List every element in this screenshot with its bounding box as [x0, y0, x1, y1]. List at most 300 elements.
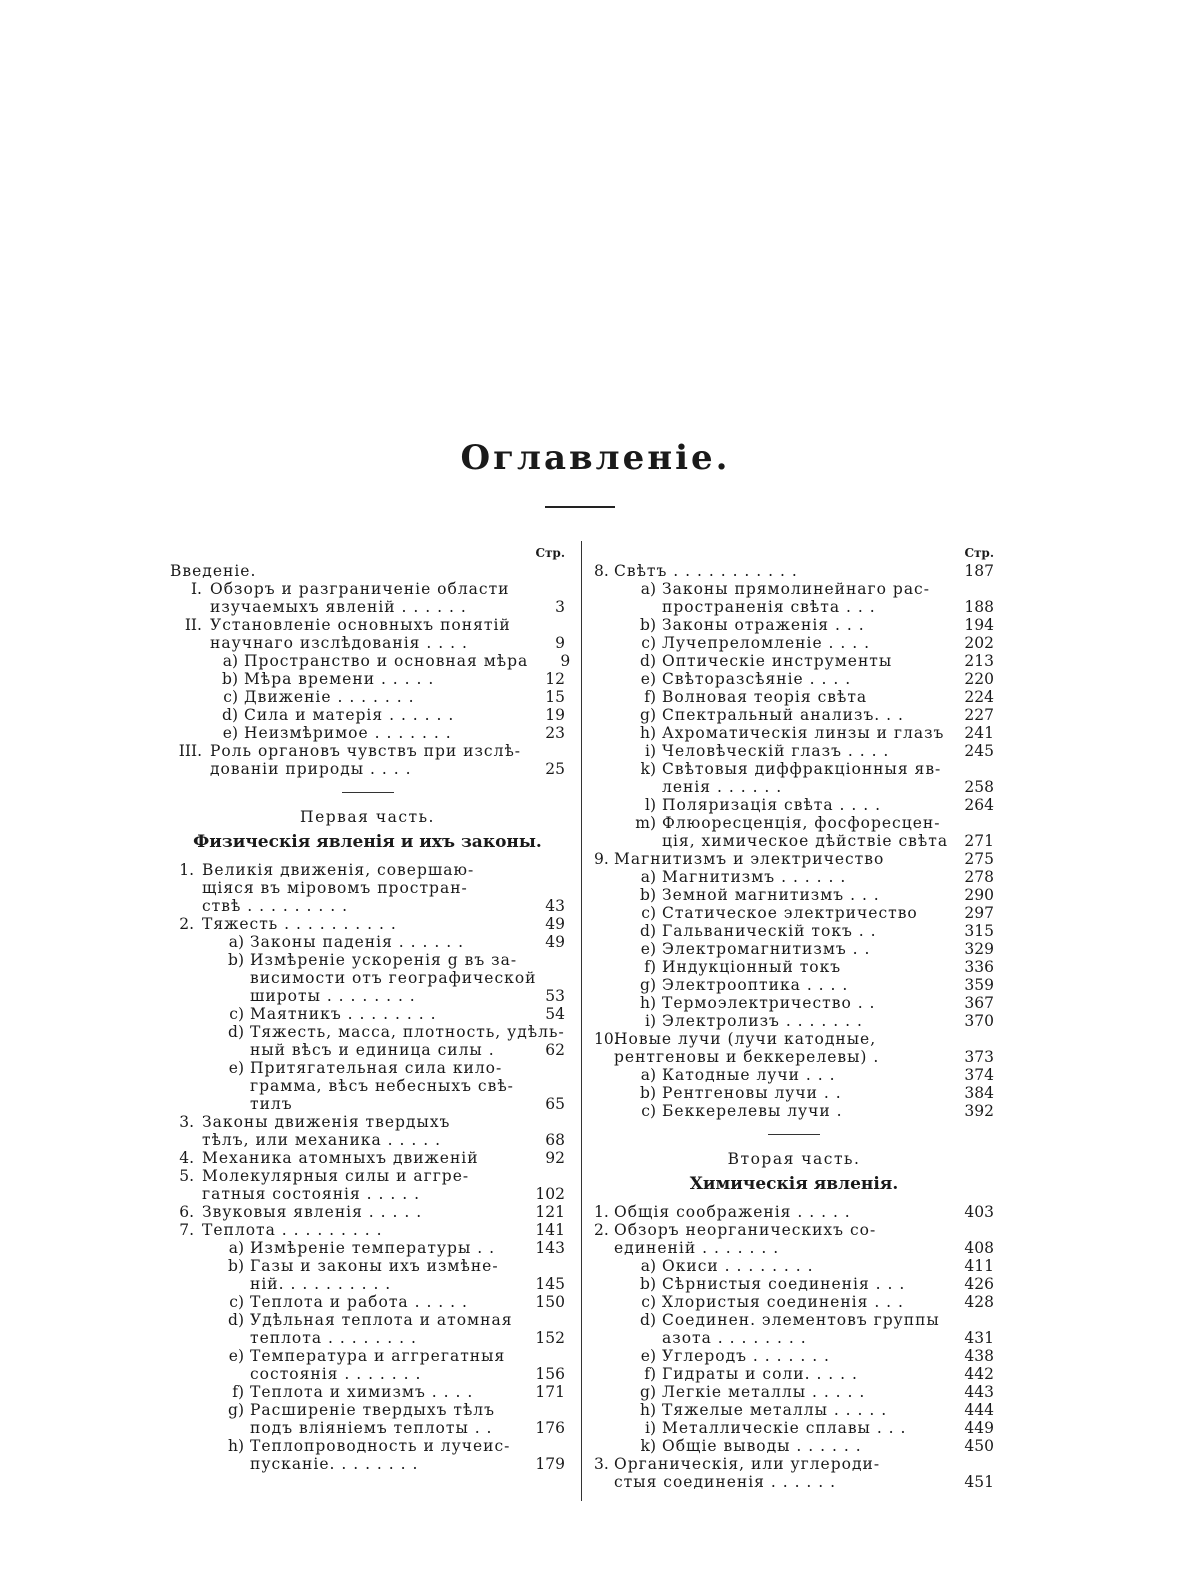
title-rule — [545, 506, 615, 508]
entry-title: Пространство и основная мѣра — [244, 652, 529, 670]
entry-title: стыя соединенія . . . . . . — [614, 1473, 837, 1491]
entry-title: Маятникъ . . . . . . . . — [250, 1005, 437, 1023]
entry-title: Законы паденія . . . . . . — [250, 933, 464, 951]
toc-entry — [170, 688, 565, 706]
entry-page-number: 278 — [964, 868, 994, 886]
entry-page-number: 179 — [535, 1455, 565, 1473]
entry-subletter: d) — [228, 1311, 244, 1329]
right-column — [594, 544, 994, 1491]
entry-title: широты . . . . . . . . — [250, 987, 416, 1005]
entry-page-number: 408 — [964, 1239, 994, 1257]
entry-subletter: b) — [640, 1275, 656, 1293]
toc-entry — [594, 1473, 994, 1491]
entry-title: Человѣческій глазъ . . . . — [662, 742, 890, 760]
entry-title: единеній . . . . . . . — [614, 1239, 780, 1257]
entry-subletter: h) — [227, 1437, 244, 1455]
entry-subletter: k) — [640, 1437, 656, 1455]
toc-entry — [170, 670, 565, 688]
entry-subletter: d) — [228, 1023, 244, 1041]
entry-subletter: h) — [639, 994, 656, 1012]
entry-title: Статическое электричество — [662, 904, 918, 922]
entry-number: II. — [184, 616, 202, 634]
part-two-label: Вторая часть. — [727, 1150, 861, 1168]
entry-page-number: 68 — [545, 1131, 565, 1149]
entry-title: Магнитизмъ . . . . . . — [662, 868, 847, 886]
entry-title: Волновая теорія свѣта — [662, 688, 868, 706]
toc-entry — [170, 1347, 565, 1365]
toc-entry — [170, 1365, 565, 1383]
toc-entry — [170, 1329, 565, 1347]
entry-title: пусканіе. . . . . . . . — [250, 1455, 419, 1473]
entry-page-number: 431 — [964, 1329, 994, 1347]
toc-entry — [170, 1113, 565, 1131]
entry-number: III. — [178, 742, 202, 760]
entry-subletter: e) — [228, 1347, 244, 1365]
entry-subletter: c) — [229, 1005, 244, 1023]
entry-subletter: a) — [222, 652, 238, 670]
entry-page-number: 9 — [560, 652, 571, 670]
entry-page-number: 392 — [964, 1102, 994, 1120]
toc-entry — [170, 634, 565, 652]
entry-subletter: d) — [640, 922, 656, 940]
entry-page-number: 176 — [535, 1419, 565, 1437]
entry-subletter: b) — [222, 670, 238, 688]
entry-page-number: 150 — [535, 1293, 565, 1311]
toc-entry — [170, 742, 565, 760]
entry-subletter: c) — [641, 634, 656, 652]
entry-subletter: b) — [228, 1257, 244, 1275]
entry-subletter: f) — [644, 958, 656, 976]
entry-title: Законы движенія твердыхъ — [202, 1113, 451, 1131]
entry-title: Обзоръ неорганическихъ со- — [614, 1221, 877, 1239]
entry-page-number: 411 — [964, 1257, 994, 1275]
entry-title: Магнитизмъ и электричество — [614, 850, 885, 868]
entry-title: Роль органовъ чувствъ при изслѣ- — [210, 742, 522, 760]
entry-title: подъ вліяніемъ теплоты . . — [250, 1419, 493, 1437]
entry-title: Молекулярныя силы и аггре- — [202, 1167, 470, 1185]
intro-entries — [170, 580, 571, 778]
left-column — [170, 544, 571, 1473]
toc-entry — [170, 1005, 565, 1023]
toc-entry — [594, 1365, 994, 1383]
toc-entry — [594, 1455, 994, 1473]
entry-page-number: 450 — [964, 1437, 994, 1455]
toc-entry — [594, 1102, 994, 1120]
entry-subletter: d) — [640, 652, 656, 670]
entry-title: Электрооптика . . . . — [662, 976, 849, 994]
entry-page-number: 370 — [964, 1012, 994, 1030]
entry-title: Теплота и химизмъ . . . . — [250, 1383, 474, 1401]
entry-page-number: 19 — [545, 706, 565, 724]
entry-page-number: 141 — [535, 1221, 565, 1239]
toc-entry — [594, 1221, 994, 1239]
toc-entry — [594, 1030, 994, 1048]
entry-subletter: c) — [223, 688, 238, 706]
entry-page-number: 224 — [964, 688, 994, 706]
entry-subletter: l) — [644, 796, 656, 814]
entry-title: пространенія свѣта . . . — [662, 598, 876, 616]
page-column-label: Стр. — [535, 546, 565, 560]
toc-entry — [170, 933, 565, 951]
section-rule — [768, 1134, 820, 1135]
part-two-entries — [594, 1203, 994, 1491]
toc-entry — [170, 760, 565, 778]
toc-entry — [170, 1095, 565, 1113]
toc-entry — [594, 796, 994, 814]
toc-entry — [594, 1419, 994, 1437]
entry-page-number: 428 — [964, 1293, 994, 1311]
toc-entry — [594, 1275, 994, 1293]
entry-subletter: b) — [640, 1084, 656, 1102]
toc-entry — [594, 1203, 994, 1221]
toc-entry — [594, 976, 994, 994]
entry-number: 9. — [594, 850, 609, 868]
toc-entry — [594, 760, 994, 778]
entry-page-number: 15 — [545, 688, 565, 706]
toc-entry — [170, 1419, 565, 1437]
entry-page-number: 188 — [964, 598, 994, 616]
entry-title: Гальваническій токъ . . — [662, 922, 877, 940]
entry-subletter: g) — [640, 1383, 656, 1401]
entry-number: 1. — [179, 861, 194, 879]
entry-subletter: i) — [644, 1419, 656, 1437]
entry-subletter: h) — [639, 1401, 656, 1419]
toc-entry — [594, 1048, 994, 1066]
entry-page-number: 152 — [535, 1329, 565, 1347]
toc-entry — [594, 1293, 994, 1311]
toc-entry — [170, 1023, 565, 1041]
entry-title: Установленіе основныхъ понятій — [210, 616, 511, 634]
entry-page-number: 25 — [545, 760, 565, 778]
entry-subletter: c) — [641, 1293, 656, 1311]
toc-entry — [594, 904, 994, 922]
toc-entry — [170, 1383, 565, 1401]
entry-title: Рентгеновы лучи . . — [662, 1084, 842, 1102]
entry-title: Температура и аггрегатныя — [250, 1347, 506, 1365]
entry-title: Углеродъ . . . . . . . — [662, 1347, 830, 1365]
toc-entry — [594, 868, 994, 886]
entry-page-number: 202 — [964, 634, 994, 652]
entry-page-number: 315 — [964, 922, 994, 940]
entry-subletter: a) — [640, 580, 656, 598]
entry-title: Гидраты и соли. . . . . — [662, 1365, 858, 1383]
entry-title: Сила и матерія . . . . . . — [244, 706, 455, 724]
entry-page-number: 187 — [964, 562, 994, 580]
entry-page-number: 3 — [555, 598, 565, 616]
entry-title: Хлористыя соединенія . . . — [662, 1293, 904, 1311]
toc-entry — [170, 616, 565, 634]
entry-title: Флюоресценція, фосфоресцен- — [662, 814, 941, 832]
entry-title: Измѣреніе температуры . . — [250, 1239, 495, 1257]
toc-entry — [170, 1185, 565, 1203]
entry-title: Измѣреніе ускоренія g въ за- — [250, 951, 518, 969]
toc-entry — [170, 652, 571, 670]
entry-subletter: e) — [640, 1347, 656, 1365]
entry-subletter: b) — [640, 886, 656, 904]
toc-entry — [594, 886, 994, 904]
entry-title: Оптическіе инструменты — [662, 652, 893, 670]
entry-title: тѣлъ, или механика . . . . . — [202, 1131, 441, 1149]
entry-title: гатныя состоянія . . . . . — [202, 1185, 421, 1203]
toc-entry — [594, 778, 994, 796]
entry-page-number: 156 — [535, 1365, 565, 1383]
toc-entry — [170, 1293, 565, 1311]
entry-title: Катодные лучи . . . — [662, 1066, 836, 1084]
entry-title: Сѣрнистыя соединенія . . . — [662, 1275, 906, 1293]
toc-entry — [594, 922, 994, 940]
entry-title: Беккерелевы лучи . — [662, 1102, 843, 1120]
entry-page-number: 171 — [535, 1383, 565, 1401]
entry-page-number: 220 — [964, 670, 994, 688]
entry-subletter: i) — [644, 1012, 656, 1030]
entry-title: Соединен. элементовъ группы — [662, 1311, 940, 1329]
entry-title: состоянія . . . . . . . — [250, 1365, 422, 1383]
entry-page-number: 227 — [964, 706, 994, 724]
entry-title: Поляризація свѣта . . . . — [662, 796, 882, 814]
toc-entry — [594, 598, 994, 616]
entry-page-number: 367 — [964, 994, 994, 1012]
toc-entry — [594, 1084, 994, 1102]
entry-title: грамма, вѣсъ небесныхъ свѣ- — [250, 1077, 514, 1095]
toc-entry — [594, 742, 994, 760]
entry-title: изучаемыхъ явленій . . . . . . — [210, 598, 467, 616]
toc-entry — [170, 1041, 565, 1059]
entry-title: Ахроматическія линзы и глазъ — [662, 724, 945, 742]
toc-entry — [170, 1257, 565, 1275]
entry-subletter: e) — [640, 940, 656, 958]
entry-page-number: 336 — [964, 958, 994, 976]
page-title: Оглавленіе. — [460, 438, 731, 478]
entry-title: ній. . . . . . . . . . — [250, 1275, 392, 1293]
entry-page-number: 121 — [535, 1203, 565, 1221]
toc-entry — [170, 1203, 565, 1221]
toc-entry — [170, 861, 565, 879]
toc-entry — [594, 652, 994, 670]
entry-title: Великія движенія, совершаю- — [202, 861, 475, 879]
entry-page-number: 54 — [545, 1005, 565, 1023]
entry-page-number: 12 — [545, 670, 565, 688]
entry-page-number: 373 — [964, 1048, 994, 1066]
entry-subletter: f) — [644, 688, 656, 706]
toc-entry — [594, 580, 994, 598]
entry-page-number: 258 — [964, 778, 994, 796]
entry-title: ція, химическое дѣйствіе свѣта — [662, 832, 949, 850]
toc-entry — [594, 1239, 994, 1257]
entry-title: Тяжесть . . . . . . . . . . — [202, 915, 397, 933]
entry-title: Обзоръ и разграниченіе области — [210, 580, 510, 598]
entry-page-number: 145 — [535, 1275, 565, 1293]
entry-subletter: e) — [228, 1059, 244, 1077]
part-one-continued-entries — [594, 562, 994, 1120]
entry-subletter: a) — [640, 1257, 656, 1275]
toc-entry — [170, 1275, 565, 1293]
entry-title: Свѣтъ . . . . . . . . . . . — [614, 562, 798, 580]
toc-entry — [594, 1347, 994, 1365]
entry-page-number: 449 — [964, 1419, 994, 1437]
entry-subletter: m) — [635, 814, 656, 832]
toc-entry — [170, 724, 565, 742]
entry-page-number: 102 — [535, 1185, 565, 1203]
entry-page-number: 297 — [964, 904, 994, 922]
entry-subletter: d) — [222, 706, 238, 724]
entry-subletter: a) — [640, 1066, 656, 1084]
entry-title: Общія соображенія . . . . . — [614, 1203, 851, 1221]
entry-number: 4. — [179, 1149, 194, 1167]
column-divider — [581, 541, 582, 1501]
entry-subletter: e) — [222, 724, 238, 742]
entry-subletter: b) — [228, 951, 244, 969]
entry-page-number: 374 — [964, 1066, 994, 1084]
toc-entry — [594, 1401, 994, 1419]
entry-page-number: 426 — [964, 1275, 994, 1293]
entry-page-number: 329 — [964, 940, 994, 958]
entry-title: дованіи природы . . . . — [210, 760, 412, 778]
entry-page-number: 275 — [964, 850, 994, 868]
entry-subletter: g) — [640, 976, 656, 994]
toc-entry — [170, 1059, 565, 1077]
section-rule — [342, 792, 394, 793]
part-one-entries — [170, 861, 565, 1473]
entry-title: Свѣторазсѣяніе . . . . — [662, 670, 852, 688]
entry-title: Органическія, или углероди- — [614, 1455, 881, 1473]
toc-entry — [594, 832, 994, 850]
entry-page-number: 49 — [545, 933, 565, 951]
entry-title: Земной магнитизмъ . . . — [662, 886, 880, 904]
entry-number: 8. — [594, 562, 609, 580]
entry-page-number: 23 — [545, 724, 565, 742]
entry-page-number: 384 — [964, 1084, 994, 1102]
entry-title: Тяжелые металлы . . . . . — [662, 1401, 888, 1419]
entry-subletter: a) — [640, 868, 656, 886]
entry-number: 3. — [179, 1113, 194, 1131]
entry-page-number: 43 — [545, 897, 565, 915]
toc-entry — [594, 1383, 994, 1401]
toc-entry — [594, 562, 994, 580]
toc-entry — [170, 598, 565, 616]
entry-title: Звуковыя явленія . . . . . — [202, 1203, 423, 1221]
entry-page-number: 92 — [545, 1149, 565, 1167]
toc-entry — [594, 814, 994, 832]
toc-entry — [170, 1077, 565, 1095]
entry-page-number: 451 — [964, 1473, 994, 1491]
entry-subletter: c) — [229, 1293, 244, 1311]
toc-entry — [594, 1311, 994, 1329]
entry-title: научнаго изслѣдованія . . . . — [210, 634, 468, 652]
entry-number: 7. — [179, 1221, 194, 1239]
entry-title: ленія . . . . . . — [662, 778, 783, 796]
entry-title: Теплота . . . . . . . . . — [202, 1221, 383, 1239]
entry-title: Расширеніе твердыхъ тѣлъ — [250, 1401, 496, 1419]
toc-entry — [594, 616, 994, 634]
toc-entry — [594, 634, 994, 652]
toc-entry — [594, 1066, 994, 1084]
toc-entry — [594, 958, 994, 976]
entry-title: Удѣльная теплота и атомная — [250, 1311, 513, 1329]
toc-entry — [170, 1167, 565, 1185]
entry-title: Притягательная сила кило- — [250, 1059, 503, 1077]
entry-page-number: 9 — [555, 634, 565, 652]
entry-title: Свѣтовыя диффракціонныя яв- — [662, 760, 942, 778]
entry-title: висимости отъ географической — [250, 969, 537, 987]
entry-subletter: h) — [639, 724, 656, 742]
entry-page-number: 264 — [964, 796, 994, 814]
toc-entry — [170, 706, 565, 724]
entry-number: 2. — [179, 915, 194, 933]
toc-entry — [170, 897, 565, 915]
entry-page-number: 213 — [964, 652, 994, 670]
toc-entry — [594, 1257, 994, 1275]
entry-subletter: c) — [641, 1102, 656, 1120]
entry-page-number: 443 — [964, 1383, 994, 1401]
toc-entry — [594, 688, 994, 706]
entry-title: ный вѣсъ и единица силы . — [250, 1041, 495, 1059]
entry-title: Законы отраженія . . . — [662, 616, 865, 634]
entry-title: Окиси . . . . . . . . — [662, 1257, 814, 1275]
entry-title: Тяжесть, масса, плотность, удѣль- — [250, 1023, 565, 1041]
entry-title: Газы и законы ихъ измѣне- — [250, 1257, 499, 1275]
entry-page-number: 65 — [545, 1095, 565, 1113]
entry-page-number: 53 — [545, 987, 565, 1005]
toc-entry — [170, 915, 565, 933]
toc-entry — [170, 1221, 565, 1239]
page-column-label: Стр. — [964, 546, 994, 560]
entry-page-number: 444 — [964, 1401, 994, 1419]
entry-page-number: 49 — [545, 915, 565, 933]
entry-subletter: k) — [640, 760, 656, 778]
entry-title: Теплота и работа . . . . . — [250, 1293, 468, 1311]
toc-entry — [594, 940, 994, 958]
entry-title: Спектральный анализъ. . . — [662, 706, 904, 724]
entry-title: тилъ — [250, 1095, 293, 1113]
entry-page-number: 143 — [535, 1239, 565, 1257]
entry-title: Мѣра времени . . . . . — [244, 670, 435, 688]
entry-subletter: f) — [644, 1365, 656, 1383]
toc-entry — [594, 1012, 994, 1030]
entry-title: Индукціонный токъ — [662, 958, 842, 976]
entry-subletter: a) — [228, 933, 244, 951]
entry-title: ствѣ . . . . . . . . . — [202, 897, 349, 915]
entry-title: Металлическіе сплавы . . . — [662, 1419, 907, 1437]
entry-title: щіяся въ міровомъ простран- — [202, 879, 468, 897]
entry-title: Лучепреломленіе . . . . — [662, 634, 871, 652]
entry-subletter: e) — [640, 670, 656, 688]
entry-page-number: 241 — [964, 724, 994, 742]
entry-title: Неизмѣримое . . . . . . . — [244, 724, 452, 742]
entry-page-number: 359 — [964, 976, 994, 994]
toc-entry — [170, 951, 565, 969]
entry-page-number: 245 — [964, 742, 994, 760]
entry-title: Новые лучи (лучи катодные, — [614, 1030, 877, 1048]
entry-number: 6. — [179, 1203, 194, 1221]
toc-entry — [170, 1311, 565, 1329]
entry-subletter: g) — [640, 706, 656, 724]
toc-entry — [170, 987, 565, 1005]
entry-page-number: 438 — [964, 1347, 994, 1365]
toc-entry — [594, 670, 994, 688]
toc-entry — [170, 1149, 565, 1167]
entry-page-number: 442 — [964, 1365, 994, 1383]
toc-entry — [594, 1329, 994, 1347]
toc-entry — [594, 706, 994, 724]
entry-number: 1. — [594, 1203, 609, 1221]
toc-entry — [170, 580, 565, 598]
entry-title: Легкіе металлы . . . . . — [662, 1383, 866, 1401]
entry-number: 3. — [594, 1455, 609, 1473]
entry-subletter: d) — [640, 1311, 656, 1329]
entry-subletter: b) — [640, 616, 656, 634]
toc-entry — [170, 1131, 565, 1149]
toc-entry — [170, 969, 565, 987]
